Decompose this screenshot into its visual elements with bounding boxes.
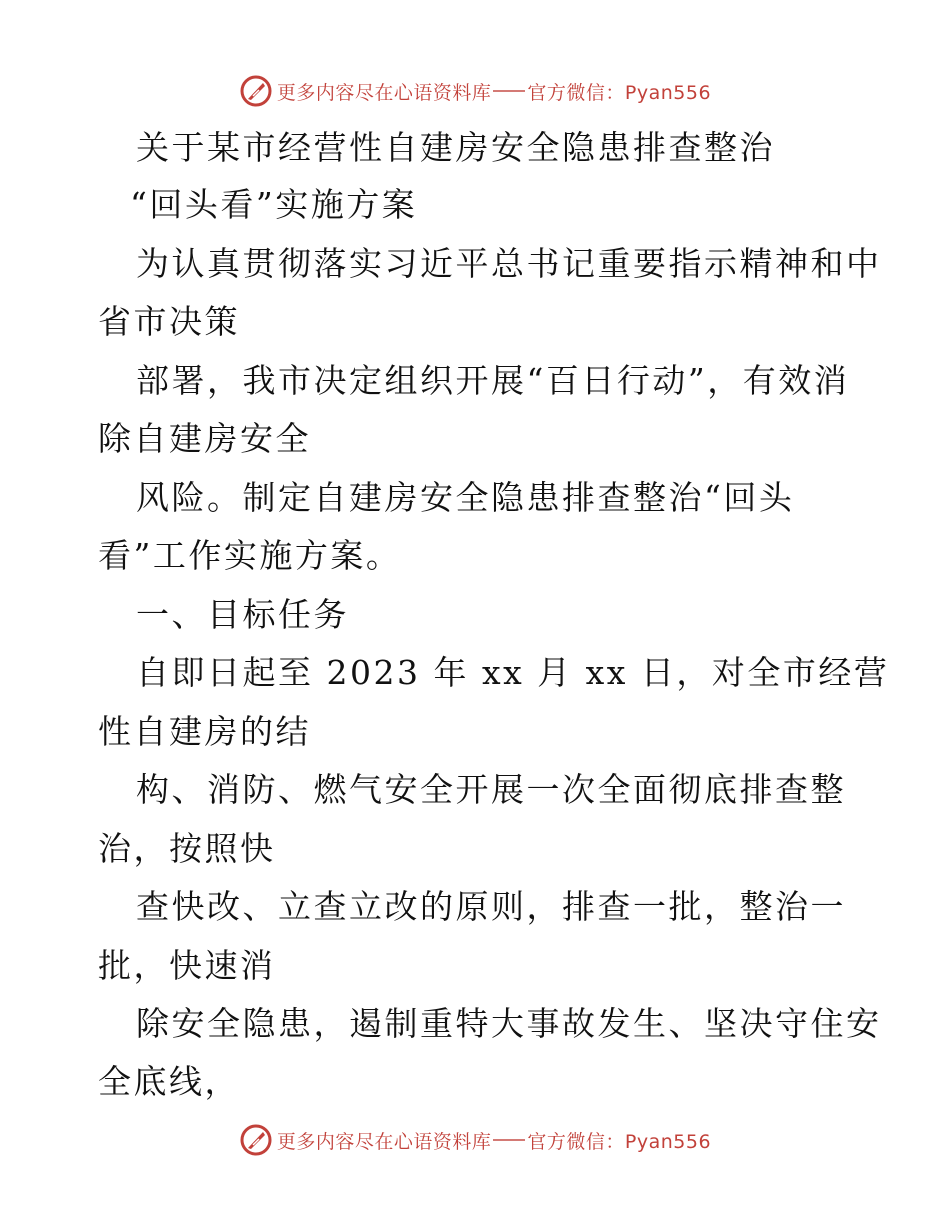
body-line: 风险。制定自建房安全隐患排查整治“回头: [136, 478, 795, 517]
body-line: 部署，我市决定组织开展“百日行动”，有效消: [136, 361, 850, 400]
footer-watermark-banner: [0, 1120, 950, 1160]
body-line: 看”工作实施方案。: [98, 536, 402, 575]
body-line: 批，快速消: [98, 946, 276, 985]
banner-contact-text: 官方微信：Pyan556: [527, 81, 712, 104]
body-line: 省市决策: [98, 302, 240, 341]
banner-brand-text: 更多内容尽在心语资料库: [276, 1130, 492, 1153]
body-line: 为认真贯彻落实习近平总书记重要指示精神和中: [136, 244, 882, 283]
feather-seal-icon: [239, 74, 273, 108]
banner-separator: [493, 90, 525, 92]
body-line: 构、消防、燃气安全开展一次全面彻底排查整: [136, 770, 846, 809]
banner-contact-text: 官方微信：Pyan556: [527, 1130, 712, 1153]
banner-separator: [493, 1139, 525, 1141]
banner-brand-text: 更多内容尽在心语资料库: [276, 81, 492, 104]
body-line: 性自建房的结: [98, 712, 311, 751]
body-line: 自即日起至 2023 年 xx 月 xx 日，对全市经营: [136, 653, 890, 692]
header-watermark-banner: [0, 71, 950, 111]
feather-seal-icon: [239, 1123, 273, 1157]
document-title-line-1: 关于某市经营性自建房安全隐患排查整治: [136, 128, 775, 167]
body-line: 除安全隐患，遏制重特大事故发生、坚决守住安: [136, 1004, 882, 1043]
section-heading: 一、目标任务: [136, 595, 349, 634]
document-title-line-2: “回头看”实施方案: [130, 185, 418, 224]
body-line: 全底线，: [98, 1062, 240, 1101]
body-line: 除自建房安全: [98, 419, 311, 458]
body-line: 治，按照快: [98, 829, 276, 868]
body-line: 查快改、立查立改的原则，排查一批，整治一: [136, 887, 846, 926]
